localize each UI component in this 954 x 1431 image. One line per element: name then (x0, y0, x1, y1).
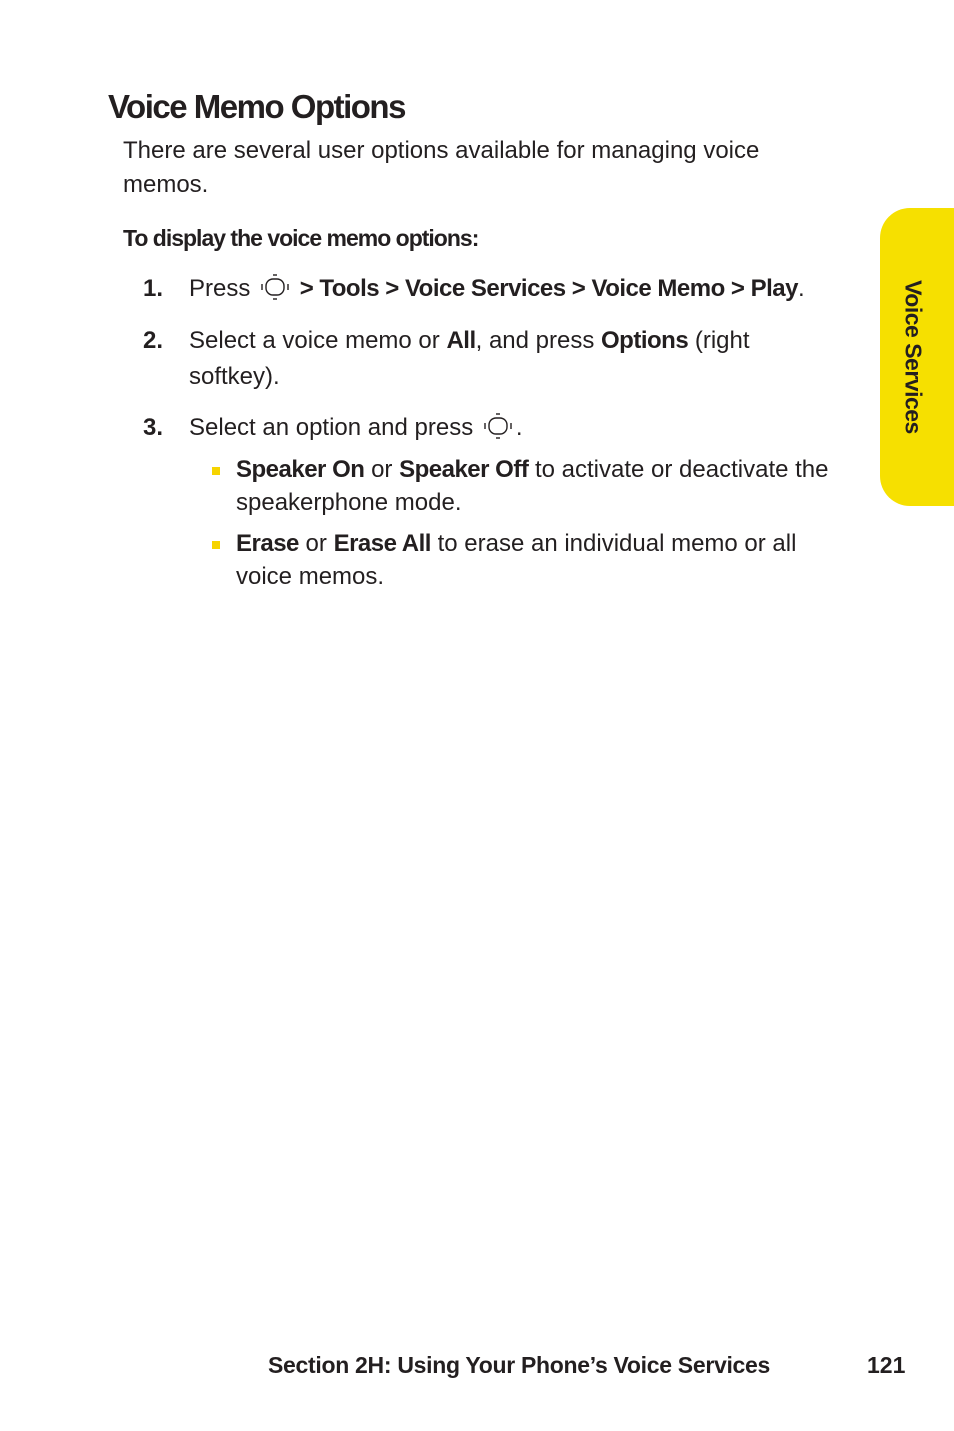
step-text (189, 271, 839, 307)
square-bullet-icon (212, 467, 220, 475)
step-text (189, 410, 839, 446)
step-text-part: , and press (475, 327, 602, 354)
instructions-heading: To display the voice memo options: (123, 225, 479, 251)
menu-path: > Tools > Voice Services > Voice Memo > Play (299, 275, 798, 302)
page-number: 121 (867, 1352, 906, 1378)
all-label: All (446, 327, 476, 354)
menu-ok-key-icon (259, 274, 291, 300)
options-label: Options (601, 327, 689, 354)
step-press-text: Press (189, 275, 251, 302)
page-title: Voice Memo Options (108, 88, 405, 125)
step-text-part: (right softkey). (189, 327, 750, 390)
step-number: 1. (143, 275, 164, 302)
step-end: . (797, 275, 805, 302)
bullet-text: to erase an individual memo or all voice memos. (236, 530, 797, 590)
step-end: . (515, 414, 523, 441)
side-tab-label: Voice Services (900, 280, 927, 434)
bullet-text: to activate or deactivate the speakerphone mode. (236, 456, 829, 516)
bullet-text: or (364, 456, 400, 483)
option-label: Erase (236, 530, 299, 557)
bullet-item-erase (236, 527, 841, 593)
intro-paragraph: There are several user options available for managing voice memos. (123, 137, 760, 198)
step-number: 2. (143, 327, 164, 354)
bullet-item-speaker (236, 453, 841, 519)
step-text (189, 323, 839, 395)
bullet-text: or (298, 530, 334, 557)
option-label: Speaker Off (399, 456, 529, 483)
option-label: Erase All (333, 530, 431, 557)
step-text-part: Select a voice memo or (189, 327, 447, 354)
square-bullet-icon (212, 541, 220, 549)
step-text-part: Select an option and press (189, 414, 474, 441)
footer-section-title: Section 2H: Using Your Phone’s Voice Services (268, 1352, 771, 1378)
menu-ok-key-icon (482, 413, 514, 439)
option-label: Speaker On (236, 456, 365, 483)
step-number: 3. (143, 414, 164, 441)
